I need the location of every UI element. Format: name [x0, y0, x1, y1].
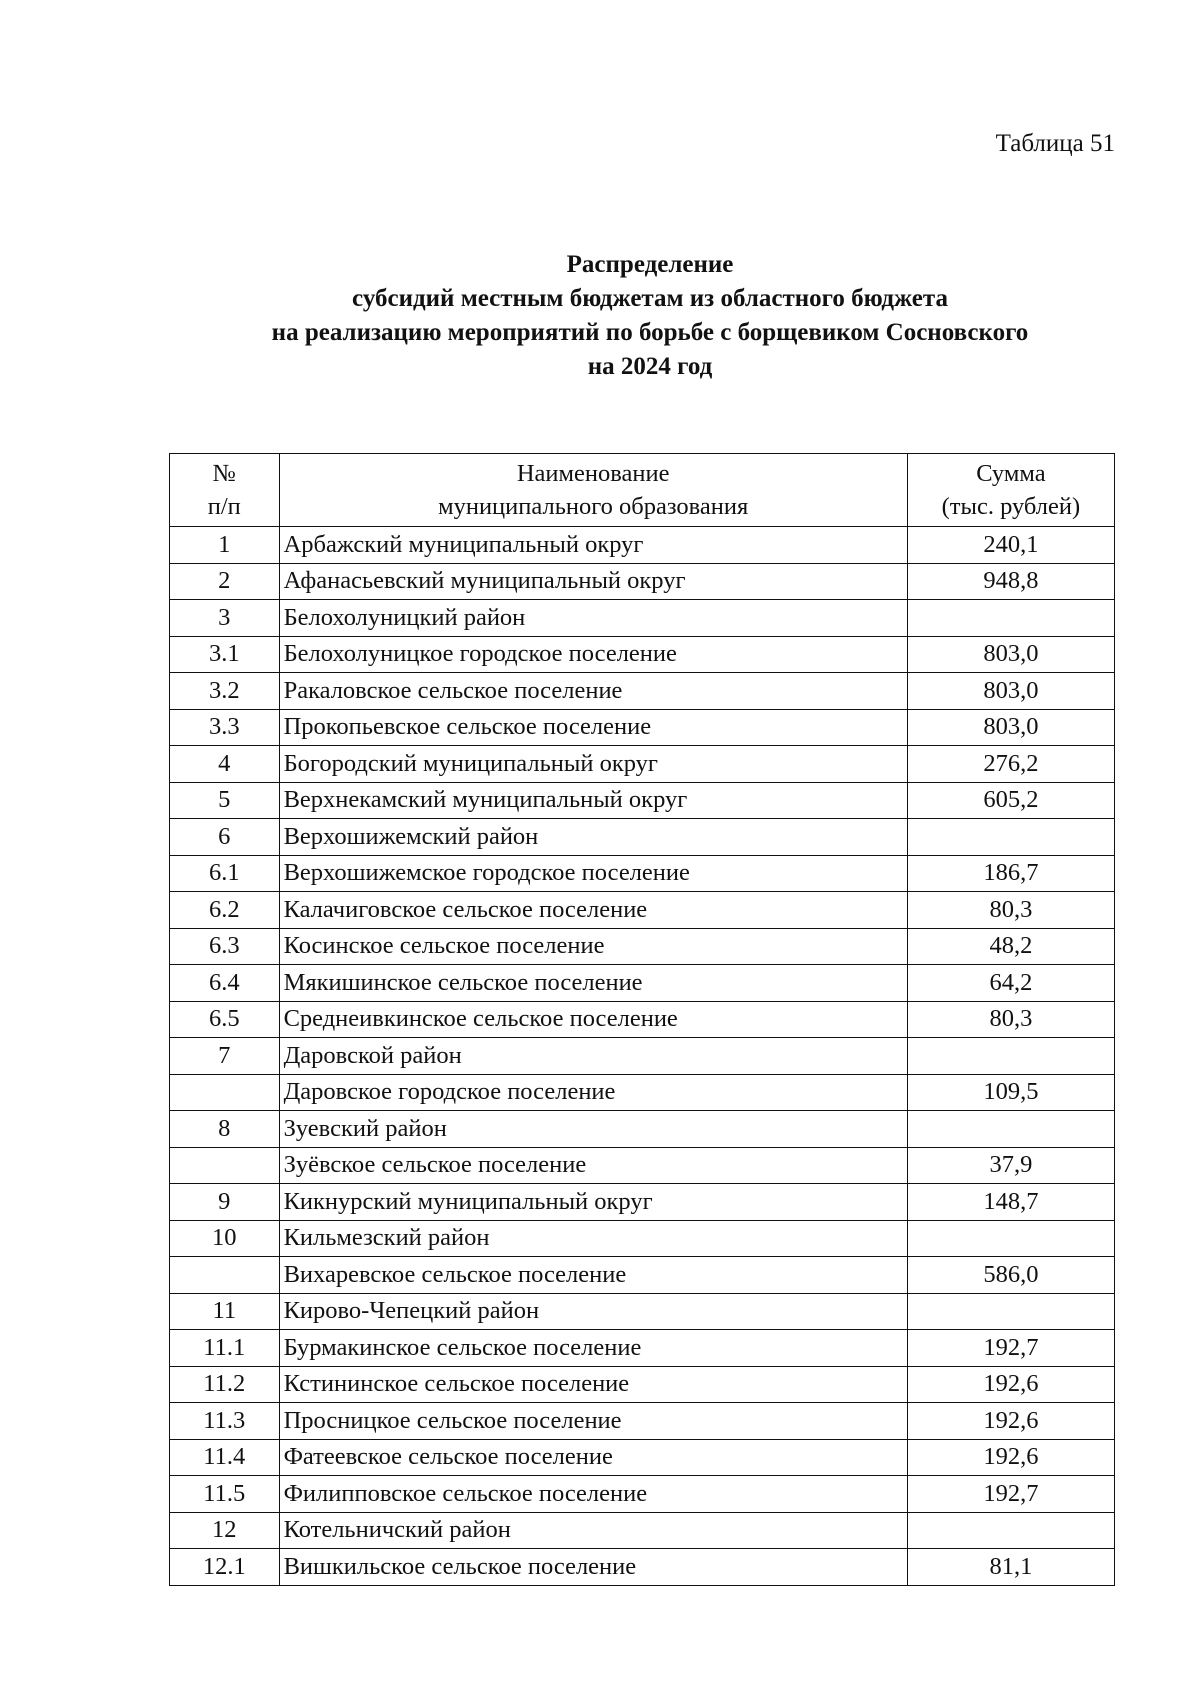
row-sum-cell: 192,6 [907, 1403, 1114, 1440]
row-name-cell: Среднеивкинское сельское поселение [279, 1001, 907, 1038]
row-number-cell: 6 [170, 819, 280, 856]
row-number-cell: 3.3 [170, 709, 280, 746]
table-number-label: Таблица 51 [995, 130, 1115, 157]
header-sum-line-2: (тыс. рублей) [941, 493, 1081, 520]
table-row [170, 1549, 1115, 1586]
row-name-cell: Кильмезский район [279, 1220, 907, 1257]
row-sum-cell: 81,1 [907, 1549, 1114, 1586]
table-row [170, 1403, 1115, 1440]
table-row [170, 1184, 1115, 1221]
table-row [170, 600, 1115, 637]
row-sum-cell: 586,0 [907, 1257, 1114, 1294]
row-number-cell: 10 [170, 1220, 280, 1257]
row-sum-cell: 192,7 [907, 1476, 1114, 1513]
row-number-cell: 11.2 [170, 1366, 280, 1403]
table-row [170, 928, 1115, 965]
row-name-cell: Котельничский район [279, 1512, 907, 1549]
table-row [170, 965, 1115, 1002]
row-sum-cell: 240,1 [907, 527, 1114, 564]
header-number-line-2: п/п [207, 493, 241, 520]
row-name-cell: Кикнурский муниципальный округ [279, 1184, 907, 1221]
header-sum [907, 454, 1114, 527]
row-sum-cell: 64,2 [907, 965, 1114, 1002]
row-number-cell: 7 [170, 1038, 280, 1075]
header-number-line-1: № [212, 460, 236, 487]
subsidy-table [169, 453, 1115, 1586]
row-name-cell: Зуёвское сельское поселение [279, 1147, 907, 1184]
row-number-cell: 11.4 [170, 1439, 280, 1476]
row-number-cell: 2 [170, 563, 280, 600]
row-number-cell [170, 1074, 280, 1111]
row-name-cell: Калачиговское сельское поселение [279, 892, 907, 929]
table-row [170, 1330, 1115, 1367]
header-number [170, 454, 280, 527]
row-sum-cell: 803,0 [907, 636, 1114, 673]
row-number-cell: 6.2 [170, 892, 280, 929]
header-name-line-2: муниципального образования [438, 493, 749, 520]
row-sum-cell [907, 819, 1114, 856]
row-number-cell: 5 [170, 782, 280, 819]
row-name-cell: Верхошижемский район [279, 819, 907, 856]
row-name-cell: Верхнекамский муниципальный округ [279, 782, 907, 819]
table-row [170, 855, 1115, 892]
row-name-cell: Зуевский район [279, 1111, 907, 1148]
table-row [170, 636, 1115, 673]
row-number-cell: 12.1 [170, 1549, 280, 1586]
row-sum-cell: 192,6 [907, 1439, 1114, 1476]
table-row [170, 1512, 1115, 1549]
row-sum-cell: 605,2 [907, 782, 1114, 819]
row-number-cell: 3.1 [170, 636, 280, 673]
row-name-cell: Даровское городское поселение [279, 1074, 907, 1111]
row-number-cell: 11.1 [170, 1330, 280, 1367]
row-sum-cell [907, 1111, 1114, 1148]
table-row [170, 709, 1115, 746]
row-name-cell: Фатеевское сельское поселение [279, 1439, 907, 1476]
table-row [170, 1476, 1115, 1513]
row-name-cell: Просницкое сельское поселение [279, 1403, 907, 1440]
row-sum-cell: 192,6 [907, 1366, 1114, 1403]
row-sum-cell: 80,3 [907, 1001, 1114, 1038]
row-name-cell: Богородский муниципальный округ [279, 746, 907, 783]
table-row [170, 1439, 1115, 1476]
row-sum-cell [907, 1512, 1114, 1549]
title-line-2: субсидий местным бюджетам из областного бюджета [352, 285, 948, 312]
table-row [170, 1257, 1115, 1294]
table-row [170, 1366, 1115, 1403]
row-sum-cell [907, 1038, 1114, 1075]
row-number-cell: 9 [170, 1184, 280, 1221]
table-row [170, 1001, 1115, 1038]
row-number-cell: 6.4 [170, 965, 280, 1002]
row-name-cell: Косинское сельское поселение [279, 928, 907, 965]
header-name [279, 454, 907, 527]
row-number-cell [170, 1147, 280, 1184]
table-row [170, 563, 1115, 600]
row-sum-cell [907, 1220, 1114, 1257]
row-number-cell: 6.3 [170, 928, 280, 965]
row-name-cell: Кирово-Чепецкий район [279, 1293, 907, 1330]
table-row [170, 1038, 1115, 1075]
row-sum-cell: 37,9 [907, 1147, 1114, 1184]
row-number-cell: 8 [170, 1111, 280, 1148]
row-sum-cell [907, 600, 1114, 637]
table-header-row [170, 454, 1115, 527]
row-number-cell: 3.2 [170, 673, 280, 710]
row-number-cell: 11.3 [170, 1403, 280, 1440]
table-row [170, 527, 1115, 564]
row-sum-cell: 109,5 [907, 1074, 1114, 1111]
row-sum-cell [907, 1293, 1114, 1330]
table-row [170, 892, 1115, 929]
table-row [170, 1220, 1115, 1257]
row-number-cell: 1 [170, 527, 280, 564]
row-name-cell: Вихаревское сельское поселение [279, 1257, 907, 1294]
title-line-4: на 2024 год [587, 353, 713, 380]
table-row [170, 746, 1115, 783]
document-title [150, 248, 1150, 384]
table-body [170, 527, 1115, 1586]
row-name-cell: Кстининское сельское поселение [279, 1366, 907, 1403]
row-sum-cell: 186,7 [907, 855, 1114, 892]
row-sum-cell: 948,8 [907, 563, 1114, 600]
row-number-cell: 11 [170, 1293, 280, 1330]
row-name-cell: Арбажский муниципальный округ [279, 527, 907, 564]
row-name-cell: Прокопьевское сельское поселение [279, 709, 907, 746]
table-row [170, 1111, 1115, 1148]
row-name-cell: Ракаловское сельское поселение [279, 673, 907, 710]
table-row [170, 819, 1115, 856]
row-number-cell: 6.5 [170, 1001, 280, 1038]
row-number-cell: 6.1 [170, 855, 280, 892]
row-number-cell: 12 [170, 1512, 280, 1549]
table-row [170, 1074, 1115, 1111]
row-name-cell: Афанасьевский муниципальный округ [279, 563, 907, 600]
row-sum-cell: 192,7 [907, 1330, 1114, 1367]
row-name-cell: Мякишинское сельское поселение [279, 965, 907, 1002]
row-name-cell: Вишкильское сельское поселение [279, 1549, 907, 1586]
row-sum-cell: 48,2 [907, 928, 1114, 965]
title-line-3: на реализацию мероприятий по борьбе с борщевиком Сосновского [271, 319, 1029, 346]
row-sum-cell: 148,7 [907, 1184, 1114, 1221]
title-line-1: Распределение [566, 251, 734, 278]
header-name-line-1: Наименование [516, 460, 670, 487]
row-sum-cell: 803,0 [907, 673, 1114, 710]
row-number-cell: 3 [170, 600, 280, 637]
row-name-cell: Белохолуницкий район [279, 600, 907, 637]
row-number-cell [170, 1257, 280, 1294]
table-row [170, 1293, 1115, 1330]
row-sum-cell: 803,0 [907, 709, 1114, 746]
row-sum-cell: 276,2 [907, 746, 1114, 783]
row-name-cell: Бурмакинское сельское поселение [279, 1330, 907, 1367]
row-name-cell: Филипповское сельское поселение [279, 1476, 907, 1513]
row-name-cell: Верхошижемское городское поселение [279, 855, 907, 892]
row-sum-cell: 80,3 [907, 892, 1114, 929]
header-sum-line-1: Сумма [976, 460, 1046, 487]
row-number-cell: 11.5 [170, 1476, 280, 1513]
table-row [170, 782, 1115, 819]
row-name-cell: Белохолуницкое городское поселение [279, 636, 907, 673]
table-row [170, 673, 1115, 710]
row-number-cell: 4 [170, 746, 280, 783]
table-row [170, 1147, 1115, 1184]
row-name-cell: Даровской район [279, 1038, 907, 1075]
